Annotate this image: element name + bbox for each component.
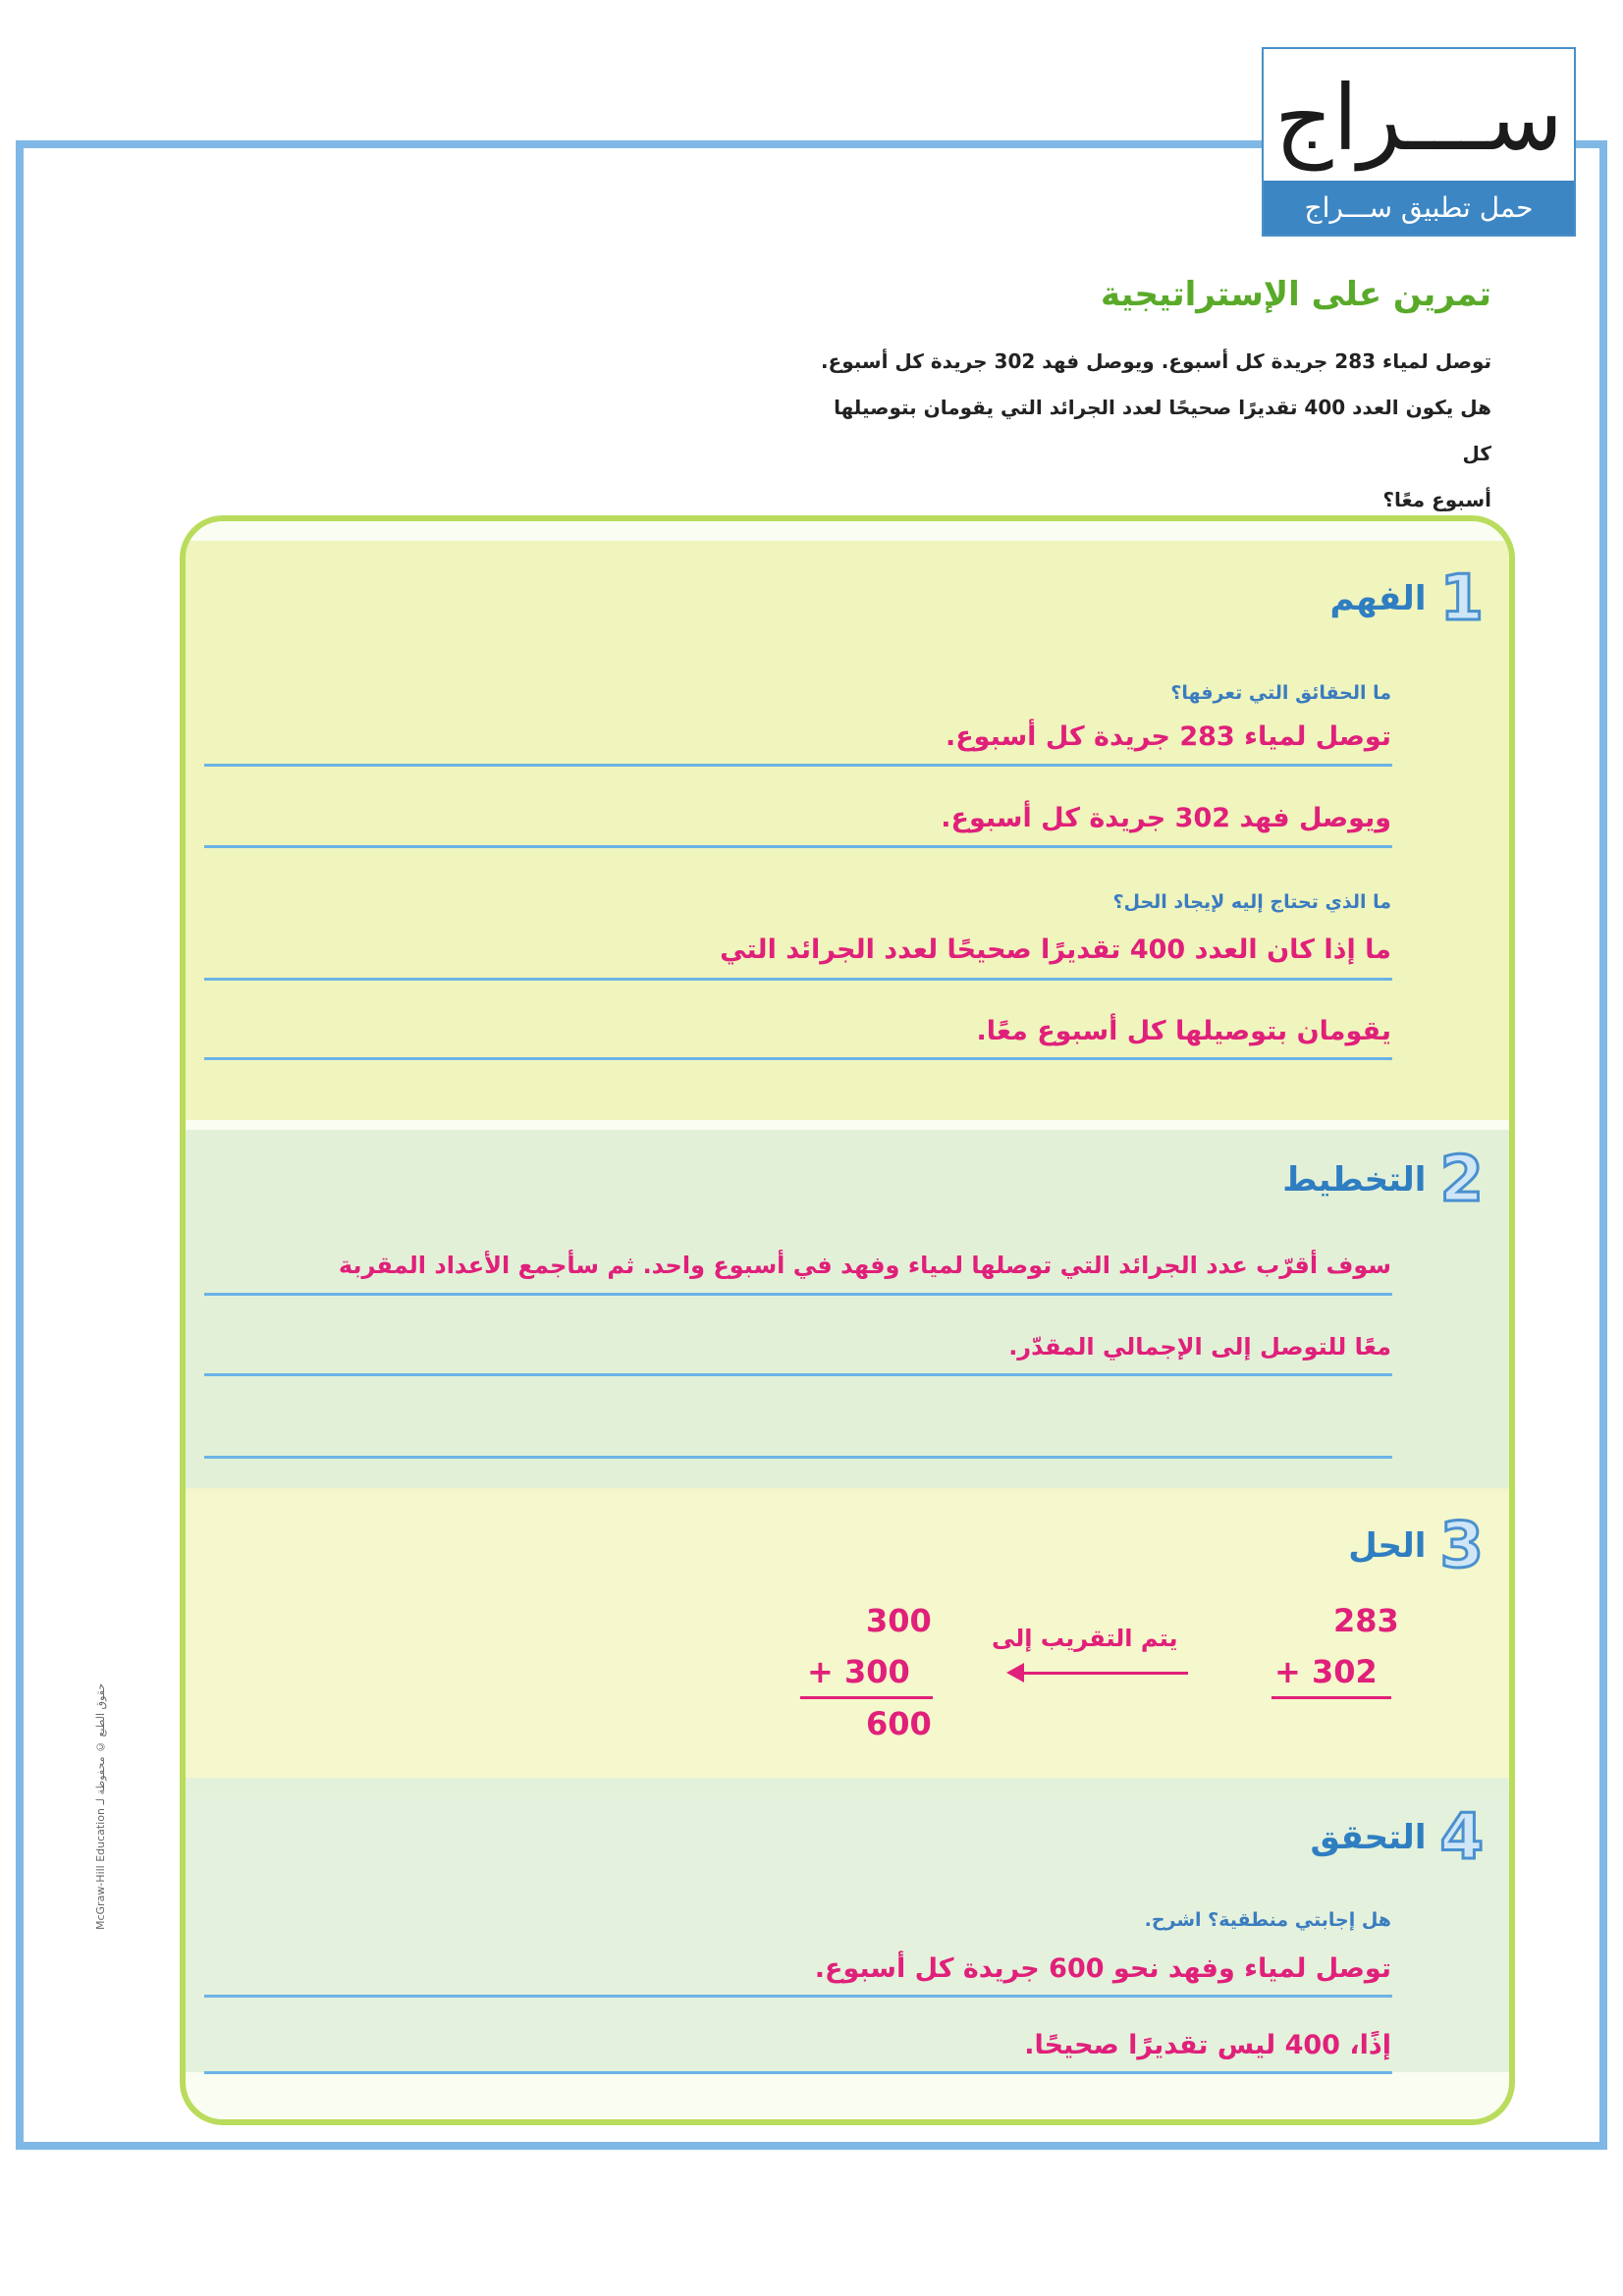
section-wash-solve [180, 1488, 1515, 1792]
problem-statement [804, 339, 1491, 523]
addend-top-original: 283 [1333, 1602, 1399, 1639]
plan-answer-b: معًا للتوصل إلى الإجمالي المقدّر. [1008, 1333, 1391, 1361]
understand-answer-1a: توصل لمياء 283 جريدة كل أسبوع. [945, 721, 1391, 752]
step-number-2: 2 [1439, 1144, 1484, 1216]
plan-answer-a: سوف أقرّب عدد الجرائد التي توصلها لمياء وفهد في أسبوع واحد. ثم سأجمع الأعداد المقربة [338, 1252, 1391, 1279]
rounding-arrow [1021, 1672, 1188, 1675]
logo-word: ســـراج [1274, 66, 1563, 171]
answer-line [204, 1456, 1392, 1459]
answer-line [204, 2071, 1392, 2074]
step-number-3: 3 [1439, 1510, 1484, 1582]
understand-answer-2b: يقومان بتوصيلها كل أسبوع معًا. [976, 1016, 1391, 1046]
logo-tagline: حمل تطبيق ســـراج [1264, 181, 1574, 235]
addend-top-rounded: 300 [866, 1602, 932, 1639]
section-understand-title: الفهم [1329, 579, 1427, 618]
section-solve-header [1348, 1510, 1484, 1582]
check-answer-a: توصل لمياء وفهد نحو 600 جريدة كل أسبوع. [814, 1953, 1391, 1984]
sum-rule-rounded [800, 1696, 933, 1699]
rounding-label: يتم التقريب إلى [992, 1625, 1178, 1652]
answer-line [204, 1373, 1392, 1376]
addend-bottom-rounded: + 300 [807, 1653, 910, 1690]
section-understand-header [1329, 562, 1484, 635]
answer-line [204, 1057, 1392, 1060]
addend-bottom-original: + 302 [1274, 1653, 1378, 1690]
section-check-header [1310, 1801, 1484, 1874]
check-question: هل إجابتي منطقية؟ اشرح. [1144, 1909, 1391, 1931]
check-answer-b: إذًا، 400 ليس تقديرًا صحيحًا. [1024, 2030, 1391, 2060]
answer-line [204, 764, 1392, 767]
step-number-1: 1 [1439, 562, 1484, 635]
understand-answer-1b: ويوصل فهد 302 جريدة كل أسبوع. [941, 803, 1391, 833]
section-plan-header [1282, 1144, 1484, 1216]
problem-line-1: توصل لمياء 283 جريدة كل أسبوع. ويوصل فهد 302 جريدة كل أسبوع. [820, 349, 1491, 373]
copyright-note: حقوق الطبع © محفوظة لـ McGraw-Hill Education [94, 1682, 107, 1930]
page-title: تمرين على الإستراتيجية [1101, 275, 1491, 314]
section-plan-title: التخطيط [1282, 1160, 1427, 1200]
sum-rule-original [1271, 1696, 1391, 1699]
problem-line-2: هل يكون العدد 400 تقديرًا صحيحًا لعدد الجرائد التي يقومان بتوصيلها كل [834, 396, 1491, 465]
answer-line [204, 1995, 1392, 1998]
understand-question-1: ما الحقائق التي تعرفها؟ [1170, 682, 1391, 704]
answer-line [204, 978, 1392, 981]
answer-line [204, 845, 1392, 848]
answer-line [204, 1293, 1392, 1296]
strategy-panel [180, 515, 1515, 2125]
siraj-logo [1262, 47, 1576, 237]
section-check-title: التحقق [1310, 1818, 1427, 1857]
step-number-4: 4 [1439, 1801, 1484, 1874]
rounded-sum: 600 [866, 1705, 932, 1742]
section-solve-title: الحل [1348, 1526, 1427, 1566]
understand-question-2: ما الذي تحتاج إليه لإيجاد الحل؟ [1112, 891, 1391, 913]
problem-line-3: أسبوع معًا؟ [1382, 488, 1491, 511]
understand-answer-2a: ما إذا كان العدد 400 تقديرًا صحيحًا لعدد الجرائد التي [720, 934, 1391, 965]
